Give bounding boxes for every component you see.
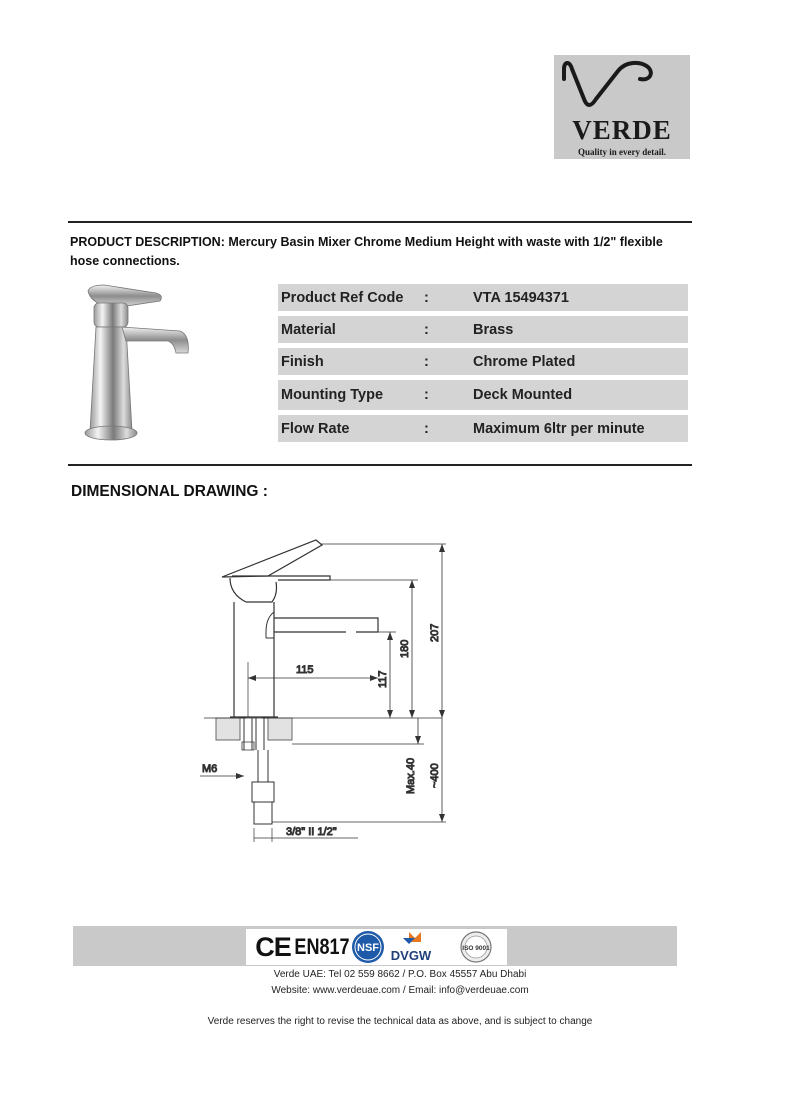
dim-thread: M6 [202,763,218,775]
spec-row [278,415,688,442]
dim-hose-length: ~400 [429,763,441,788]
middle-divider [68,464,692,466]
nsf-label: NSF [357,942,379,954]
iso-9001-badge-icon [452,929,500,965]
ce-label: CE [255,931,291,962]
drawing-title: DIMENSIONAL DRAWING : [71,483,268,500]
spec-value: Brass [473,321,514,338]
spec-row [278,316,688,343]
spec-label: Mounting Type [281,387,384,403]
footer-web: Website: www.verdeuae.com / Email: info@verdeuae.com [271,985,529,996]
verde-logo [554,55,690,159]
ce-mark-icon [252,929,294,965]
dim-total-height: 207 [429,623,441,642]
certification-logos [246,929,507,965]
spec-colon: : [424,420,429,437]
product-description [70,233,690,271]
product-photo [80,283,202,446]
logo-brand: VERDE [572,115,672,145]
spec-value: Chrome Plated [473,353,576,370]
description-label: PRODUCT DESCRIPTION: [70,235,225,249]
spec-label: Product Ref Code [281,289,404,306]
description-text: Mercury Basin Mixer Chrome Medium Height with waste with 1/2" flexible hose connections. [70,235,663,268]
spec-label: Flow Rate [281,420,350,437]
spec-row [278,380,688,410]
en817-label: EN817 [294,934,350,959]
dvgw-label: DVGW [390,948,432,963]
dvgw-logo-icon [386,929,436,965]
spec-label: Material [281,321,336,338]
footer-disclaimer: Verde reserves the right to revise the technical data as above, and is subject to change [207,1016,593,1027]
verde-logo-mark-icon [554,55,690,119]
spec-label: Finish [281,353,324,370]
spec-value: VTA 15494371 [473,289,569,306]
dim-lever-height: 180 [399,639,411,658]
spec-colon: : [424,289,429,306]
dim-spout-reach: 115 [296,664,314,676]
dim-connection: 3/8" II 1/2" [286,826,337,838]
spec-table [278,284,688,447]
spec-value: Deck Mounted [473,387,573,403]
logo-tagline: Quality in every detail. [578,147,666,157]
dim-spout-height: 117 [377,670,389,688]
spec-value: Maximum 6ltr per minute [473,420,645,437]
nsf-logo-icon [350,929,386,965]
iso-label: ISO 9001 [462,945,490,952]
en817-mark-icon [294,929,350,965]
spec-row [278,284,688,311]
footer-contact: Verde UAE: Tel 02 559 8662 / P.O. Box 45557 Abu Dhabi [273,969,527,980]
top-divider [68,221,692,223]
spec-colon: : [424,353,429,370]
dimensional-drawing [196,532,458,852]
spec-colon: : [424,387,429,403]
spec-colon: : [424,321,429,338]
spec-row [278,348,688,375]
dim-max-deck: Max.40 [405,757,417,794]
